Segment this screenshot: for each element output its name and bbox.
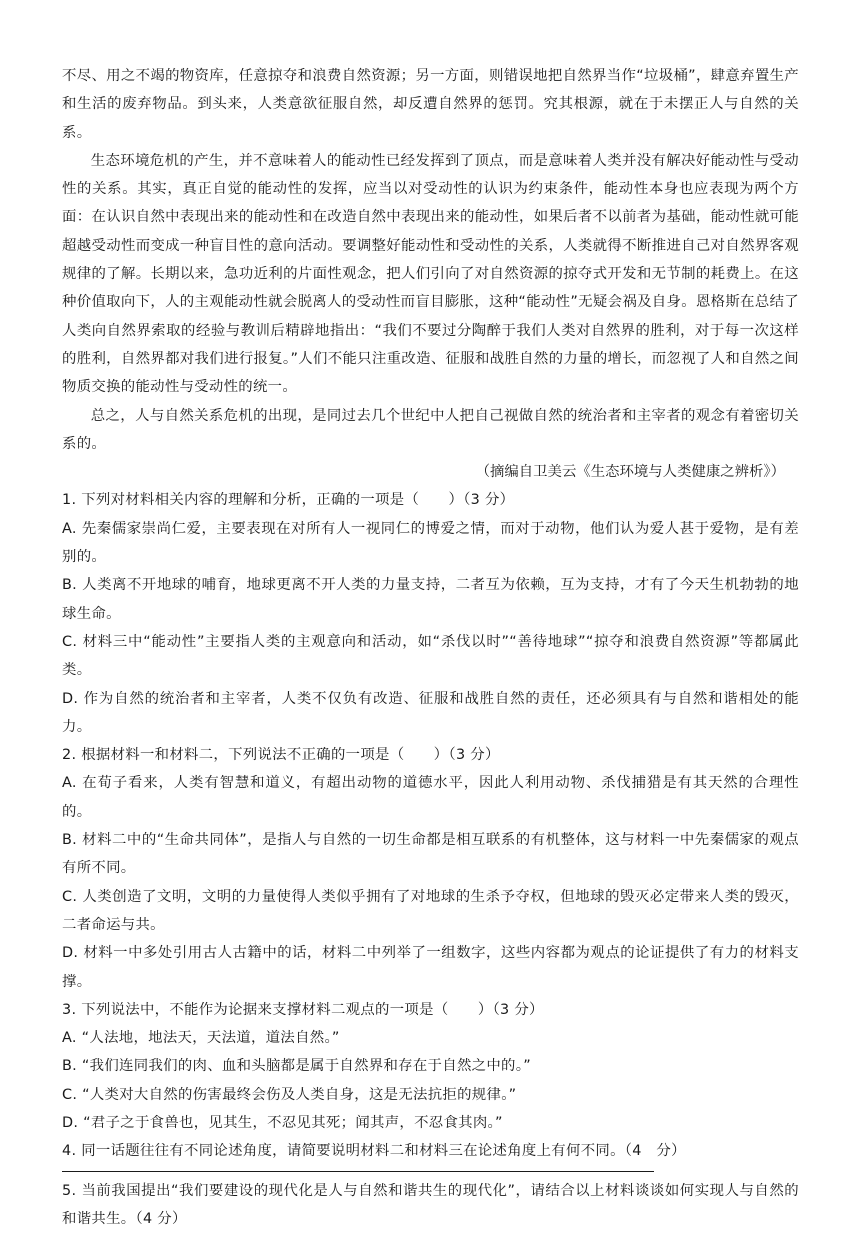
question-5-stem: 5. 当前我国提出“我们要建设的现代化是人与自然和谐共生的现代化”，请结合以上材料谈谈如何实现人与自然的和谐共生。（4 分） [62,1182,799,1227]
question-2-stem: 2. 根据材料一和材料二，下列说法不正确的一项是（ ）（3 分） [62,747,500,764]
passage-paragraph-continued: 不尽、用之不竭的物资库，任意掠夺和浪费自然资源；另一方面，则错误地把自然界当作“垃圾桶”，肆意弃置生产和生活的废弃物品。到头来，人类意欲征服自然，却反遭自然界的惩罚。究其根源，就在于未摆正人与自然的关系。 [62,68,799,141]
question-2 [62,741,799,996]
question-3-option-b: B. “我们连同我们的肉、血和头脑都是属于自然界和存在于自然之中的。” [62,1058,531,1075]
passage-paragraph-conclusion: 总之，人与自然关系危机的出现，是同过去几个世纪中人把自己视做自然的统治者和主宰者的观念有着密切关系的。 [62,407,799,452]
question-2-option-c: C. 人类创造了文明，文明的力量使得人类似乎拥有了对地球的生杀予夺权，但地球的毁灭必定带来人类的毁灭，二者命运与共。 [62,888,799,933]
passage-source: （摘编自卫美云《生态环境与人类健康之辨析》） [475,464,785,481]
question-3-stem: 3. 下列说法中，不能作为论据来支撑材料二观点的一项是（ ）（3 分） [62,1001,544,1018]
question-3-option-d: D. “君子之于食兽也，见其生，不忍见其死；闻其声，不忍食其肉。” [62,1114,503,1131]
question-1-stem: 1. 下列对材料相关内容的理解和分析，正确的一项是（ ）（3 分） [62,492,515,509]
question-2-option-b: B. 材料二中的“生命共同体”，是指人与自然的一切生命都是相互联系的有机整体，这与材料一中先秦儒家的观点有所不同。 [62,832,799,877]
question-3 [62,996,799,1137]
question-1-option-c: C. 材料三中“能动性”主要指人类的主观意向和活动，如“杀伐以时”“善待地球”“掠夺和浪费自然资源”等都属此类。 [62,633,799,679]
question-4-stem: 4. 同一话题往往有不同论述角度，请简要说明材料二和材料三在论述角度上有何不同。（4 分） [62,1143,686,1160]
question-2-option-a: A. 在荀子看来，人类有智慧和道义，有超出动物的道德水平，因此人利用动物、杀伐捕猎是有其天然的合理性的。 [62,775,799,820]
question-1-option-d: D. 作为自然的统治者和主宰者，人类不仅负有改造、征服和战胜自然的责任，还必须具有与自然和谐相处的能力。 [62,690,799,735]
question-1 [62,486,799,741]
answer-line [62,1171,654,1172]
question-3-option-c: C. “人类对大自然的伤害最终会伤及人类自身，这是无法抗拒的规律。” [62,1086,517,1103]
passage-paragraph: 生态环境危机的产生，并不意味着人的能动性已经发挥到了顶点，而是意味着人类并没有解决好能动性与受动性的关系。其实，真正自觉的能动性的发挥，应当以对受动性的认识为约束条件，能动性本身也应表现为两个方面：在认识自然中表现出来的能动性和在改造自然中表现出来的能动性，如果后者不以前者为基础，能动性就可能超越受动性而变成一种盲目性的意向活动。要调整好能动性和受动性的关系，人类就得不断推进自己对自然界客观规律的了解。长期以来，急功近利的片面性观念，把人们引向了对自然资源的掠夺式开发和无节制的耗费上。在这种价值取向下，人的主观能动性就会脱离人的受动性而盲目膨胀，这种“能动性”无疑会祸及自身。恩格斯在总结了人类向自然界索取的经验与教训后精辟地指出：“我们不要过分陶醉于我们人类对自然界的胜利，对于每一次这样的胜利，自然界都对我们进行报复。”人们不能只注重改造、征服和战胜自然的力量的增长，而忽视了人和自然之间物质交换的能动性与受动性的统一。 [62,152,799,396]
question-1-option-a: A. 先秦儒家崇尚仁爱，主要表现在对所有人一视同仁的博爱之情，而对于动物，他们认为爱人甚于爱物，是有差别的。 [62,520,799,566]
question-2-option-d: D. 材料一中多处引用古人古籍中的话，材料二中列举了一组数字，这些内容都为观点的论证提供了有力的材料支撑。 [62,945,799,990]
question-5 [62,1177,799,1233]
document-page [62,62,799,1233]
question-1-option-b: B. 人类离不开地球的哺育，地球更离不开人类的力量支持，二者互为依赖，互为支持，才有了今天生机勃勃的地球生命。 [62,577,799,622]
question-3-option-a: A. “人法地，地法天，天法道，道法自然。” [62,1030,340,1047]
question-4 [62,1137,799,1171]
